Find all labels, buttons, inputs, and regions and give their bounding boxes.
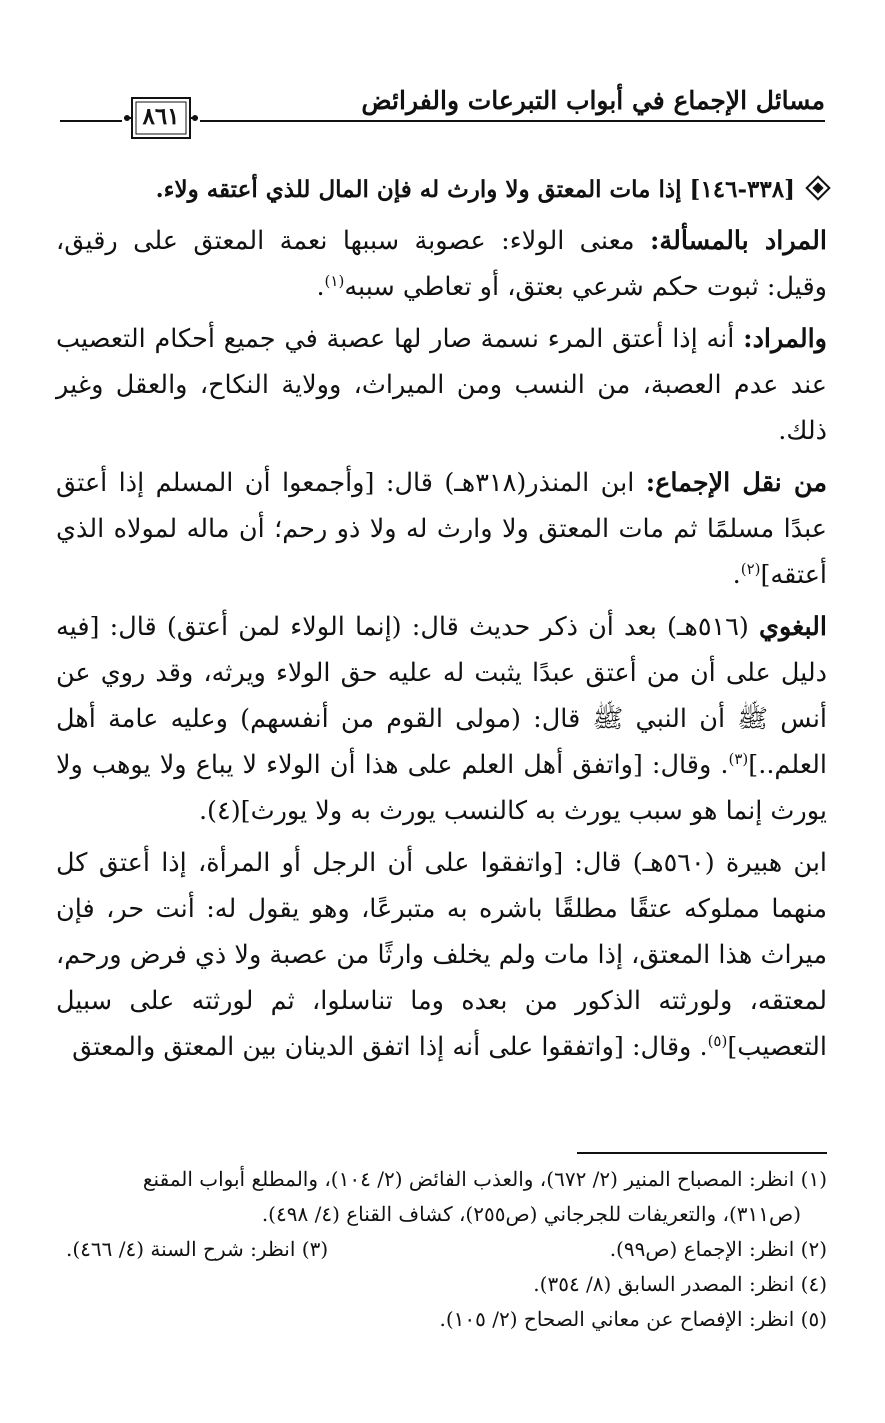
footnote-1-line-2: (ص٣١١)، والتعريفات للجرجاني (ص٢٥٥)، كشاف القناع (٤/ ٤٩٨). [261,1202,801,1226]
page-header [60,84,825,136]
page-number: ٨٦١ [142,103,180,130]
footnote-5: (٥) انظر: الإفصاح عن معاني الصحاح (٢/ ١٠٥). [439,1307,827,1331]
footnote-4: (٤) انظر: المصدر السابق (٨/ ٣٥٤). [533,1272,827,1296]
section-heading: [٣٣٨-١٤٦] إذا مات المعتق ولا وارث له فإن المال للذي أعتقه ولاء. [56,170,827,210]
paragraph-lead: البغوي [759,612,827,642]
footnotes [56,1162,827,1337]
footnote-ref: (٣) [728,750,749,768]
paragraph-tail: . وقال: [واتفق أهل العلم على هذا أن الولاء لا يباع ولا يوهب ولا يورث إنما هو سبب يورث به كالنسب يورث به ولا يورث](٤). [56,750,827,826]
footnote-ref: (٢) [740,560,761,578]
paragraph-tail: . وقال: [واتفقوا على أنه إذا اتفق الدينان بين المعتق والمعتق [72,1032,708,1062]
paragraph-text: أنه إذا أعتق المرء نسمة صار لها عصبة في جميع أحكام التعصيب عند عدم العصبة، من النسب ومن الميراث، وولاية النكاح، والعقل وغير ذلك. [56,324,827,446]
running-title: مسائل الإجماع في أبواب التبرعات والفرائض [361,86,825,115]
paragraph-lead: المراد بالمسألة: [649,226,827,256]
paragraph-1 [56,218,827,310]
paragraph-5 [56,840,827,1070]
footnote-1-line-1: (١) انظر: المصباح المنير (٢/ ٦٧٢)، والعذب الفائض (٢/ ١٠٤)، والمطلع أبواب المقنع [142,1167,827,1191]
footnote-row [56,1232,827,1267]
page-number-ornament [122,96,200,140]
paragraph-3 [56,460,827,598]
paragraph-text: ابن المنذر(٣١٨هـ) قال: [وأجمعوا أن المسلم إذا أعتق عبدًا مسلمًا ثم مات المعتق ولا وارث له ولا ذو رحم؛ أن ماله لمولاه الذي أعتقه] [56,468,827,590]
footnote-2: (٢) انظر: الإجماع (ص٩٩). [609,1237,827,1261]
footnote-3: (٣) انظر: شرح السنة (٤/ ٤٦٦). [66,1237,329,1261]
paragraph-text: معنى الولاء: عصوبة سببها نعمة المعتق على رقيق، وقيل: ثبوت حكم شرعي بعتق، أو تعاطي سببه [56,226,827,302]
paragraph-tail: . [732,560,741,590]
diamond-bullet-icon [805,175,830,200]
paragraph-lead: والمراد: [743,324,827,354]
footnote-ref: (٥) [707,1032,728,1050]
paragraph-text: ابن هبيرة (٥٦٠هـ) قال: [واتفقوا على أن الرجل أو المرأة، إذا أعتق كل منهما مملوكه عتقًا مطلقًا باشره به متبرعًا، وهو يقول له: أنت حر، فإن ميراث هذا المعتق، إذا مات ولم يخلف وارثًا من عصبة ولا ذي فرض ورحم، لمعتقه، ولورثته الذكور من بعده وما تناسلوا، ثم لورثته على سبيل التعصيب] [56,848,828,1062]
paragraph-4 [56,604,827,834]
page-body [56,170,827,1076]
paragraph-2 [56,316,827,454]
paragraph-text: (٥١٦هـ) بعد أن ذكر حديث قال: (إنما الولاء لمن أعتق) قال: [فيه دليل على أن من أعتق عبدًا يثبت له عليه حق الولاء ويرثه، وقد روي عن أنس ﷺ أن النبي ﷺ قال: (مولى القوم من أنفسهم) وعليه عامة أهل العلم..] [56,612,827,780]
paragraph-tail: . [316,272,325,302]
footnote-ref: (١) [324,272,345,290]
paragraph-lead: من نقل الإجماع: [645,468,827,498]
footnote-rule [577,1152,827,1154]
